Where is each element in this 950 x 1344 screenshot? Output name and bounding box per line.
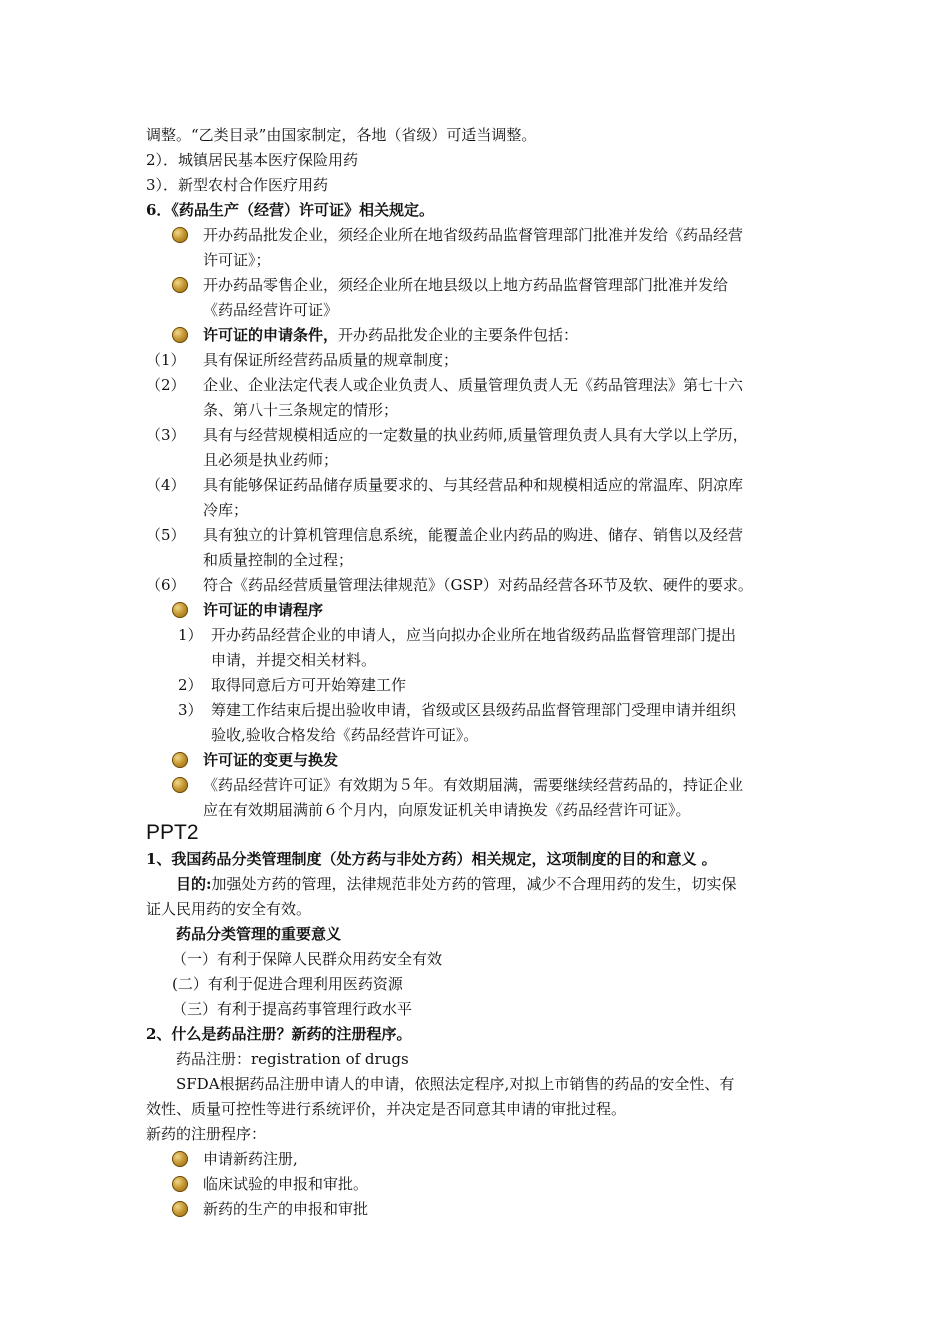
item-text-cont: 且必须是执业药师； [203,451,339,469]
item-text-cont: 条、第八十三条规定的情形； [203,401,399,419]
section-heading: 6．《药品生产（经营）许可证》相关规定。 [146,201,434,219]
item-number: （3） [146,426,186,444]
bullet-text: 《药品经营许可证》有效期为５年。有效期届满，需要继续经营药品的，持证企业 [203,776,744,794]
item-text: 具有独立的计算机管理信息系统，能覆盖企业内药品的购进、储存、销售以及经营 [203,526,744,544]
bullet-text: 开办药品零售企业，须经企业所在地县级以上地方药品监督管理部门批准并发给 [203,276,729,294]
subheading: 药品分类管理的重要意义 [176,925,342,943]
step-text: 取得同意后方可开始筹建工作 [211,676,407,694]
item-text: 企业、企业法定代表人或企业负责人、质量管理负责人无《药品管理法》第七十六 [203,376,744,394]
bullet-heading: 许可证的申请程序 [203,601,324,619]
bullet-icon [172,602,188,618]
bullet-icon [172,327,188,343]
list-item: （一）有利于保障人民群众用药安全有效 [172,950,443,968]
bullet-icon [172,752,188,768]
paragraph: SFDA根据药品注册申请人的申请，依照法定程序,对拟上市销售的药品的安全性、有 [176,1075,735,1093]
bullet-icon [172,1151,188,1167]
bullet-heading: 许可证的变更与换发 [203,751,339,769]
paragraph: 药品注册：registration of drugs [176,1050,409,1068]
paragraph-cont: 效性、质量可控性等进行系统评价，并决定是否同意其申请的审批过程。 [146,1100,627,1118]
bullet-icon [172,777,188,793]
step-text: 开办药品经营企业的申请人，应当向拟办企业所在地省级药品监督管理部门提出 [211,626,737,644]
bullet-text-cont: 许可证》； [203,251,271,269]
bullet-icon [172,1201,188,1217]
paragraph: 新药的注册程序： [146,1125,267,1143]
paragraph [176,872,737,897]
item-text: 具有保证所经营药品质量的规章制度； [203,351,459,369]
list-item: (二）有利于促进合理利用医药资源 [172,975,403,993]
bullet-icon [172,1176,188,1192]
item-text-cont: 冷库； [203,501,249,519]
bullet-text [203,323,578,348]
bullet-icon [172,277,188,293]
item-number: （4） [146,476,186,494]
bullet-rest: 开办药品批发企业的主要条件包括： [338,326,579,344]
bold-label: 许可证的申请条件， [203,326,339,344]
step-number: 3） [178,701,203,719]
step-text: 筹建工作结束后提出验收申请，省级或区县级药品监督管理部门受理申请并组织 [211,701,737,719]
item-text-cont: 和质量控制的全过程； [203,551,354,569]
bold-label: 目的: [176,875,212,893]
item-number: （2） [146,376,186,394]
item-text: 符合《药品经营质量管理法律规范》（GSP）对药品经营各环节及软、硬件的要求。 [203,576,753,594]
paragraph-cont: 证人民用药的安全有效。 [146,900,312,918]
paragraph-text: 加强处方药的管理，法律规范非处方药的管理，减少不合理用药的发生，切实保 [211,875,737,893]
list-item: （三）有利于提高药事管理行政水平 [172,1000,413,1018]
slide-heading: PPT2 [146,821,199,844]
question-heading: 1、我国药品分类管理制度（处方药与非处方药）相关规定，这项制度的目的和意义 。 [146,850,717,868]
bullet-text: 临床试验的申报和审批。 [203,1175,369,1193]
item-text: 具有与经营规模相适应的一定数量的执业药师,质量管理负责人具有大学以上学历， [203,426,748,444]
item-number: （1） [146,351,186,369]
bullet-text: 开办药品批发企业，须经企业所在地省级药品监督管理部门批准并发给《药品经营 [203,226,744,244]
item-number: （5） [146,526,186,544]
step-number: 2） [178,676,203,694]
question-heading: 2、什么是药品注册？新药的注册程序。 [146,1025,412,1043]
list-item: 3）．新型农村合作医疗用药 [146,176,329,194]
bullet-text-cont: 《药品经营许可证》 [203,301,339,319]
step-text-cont: 验收,验收合格发给《药品经营许可证》。 [211,726,479,744]
list-item: 2）．城镇居民基本医疗保险用药 [146,151,359,169]
bullet-text-cont: 应在有效期届满前６个月内，向原发证机关申请换发《药品经营许可证》。 [203,801,691,819]
bullet-icon [172,227,188,243]
item-number: （6） [146,576,186,594]
step-text-cont: 申请，并提交相关材料。 [211,651,377,669]
bullet-text: 申请新药注册, [203,1150,298,1168]
item-text: 具有能够保证药品储存质量要求的、与其经营品种和规模相适应的常温库、阴凉库 [203,476,744,494]
text-line: 调整。“乙类目录”由国家制定，各地（省级）可适当调整。 [146,126,537,144]
bullet-text: 新药的生产的申报和审批 [203,1200,369,1218]
step-number: 1） [178,626,203,644]
